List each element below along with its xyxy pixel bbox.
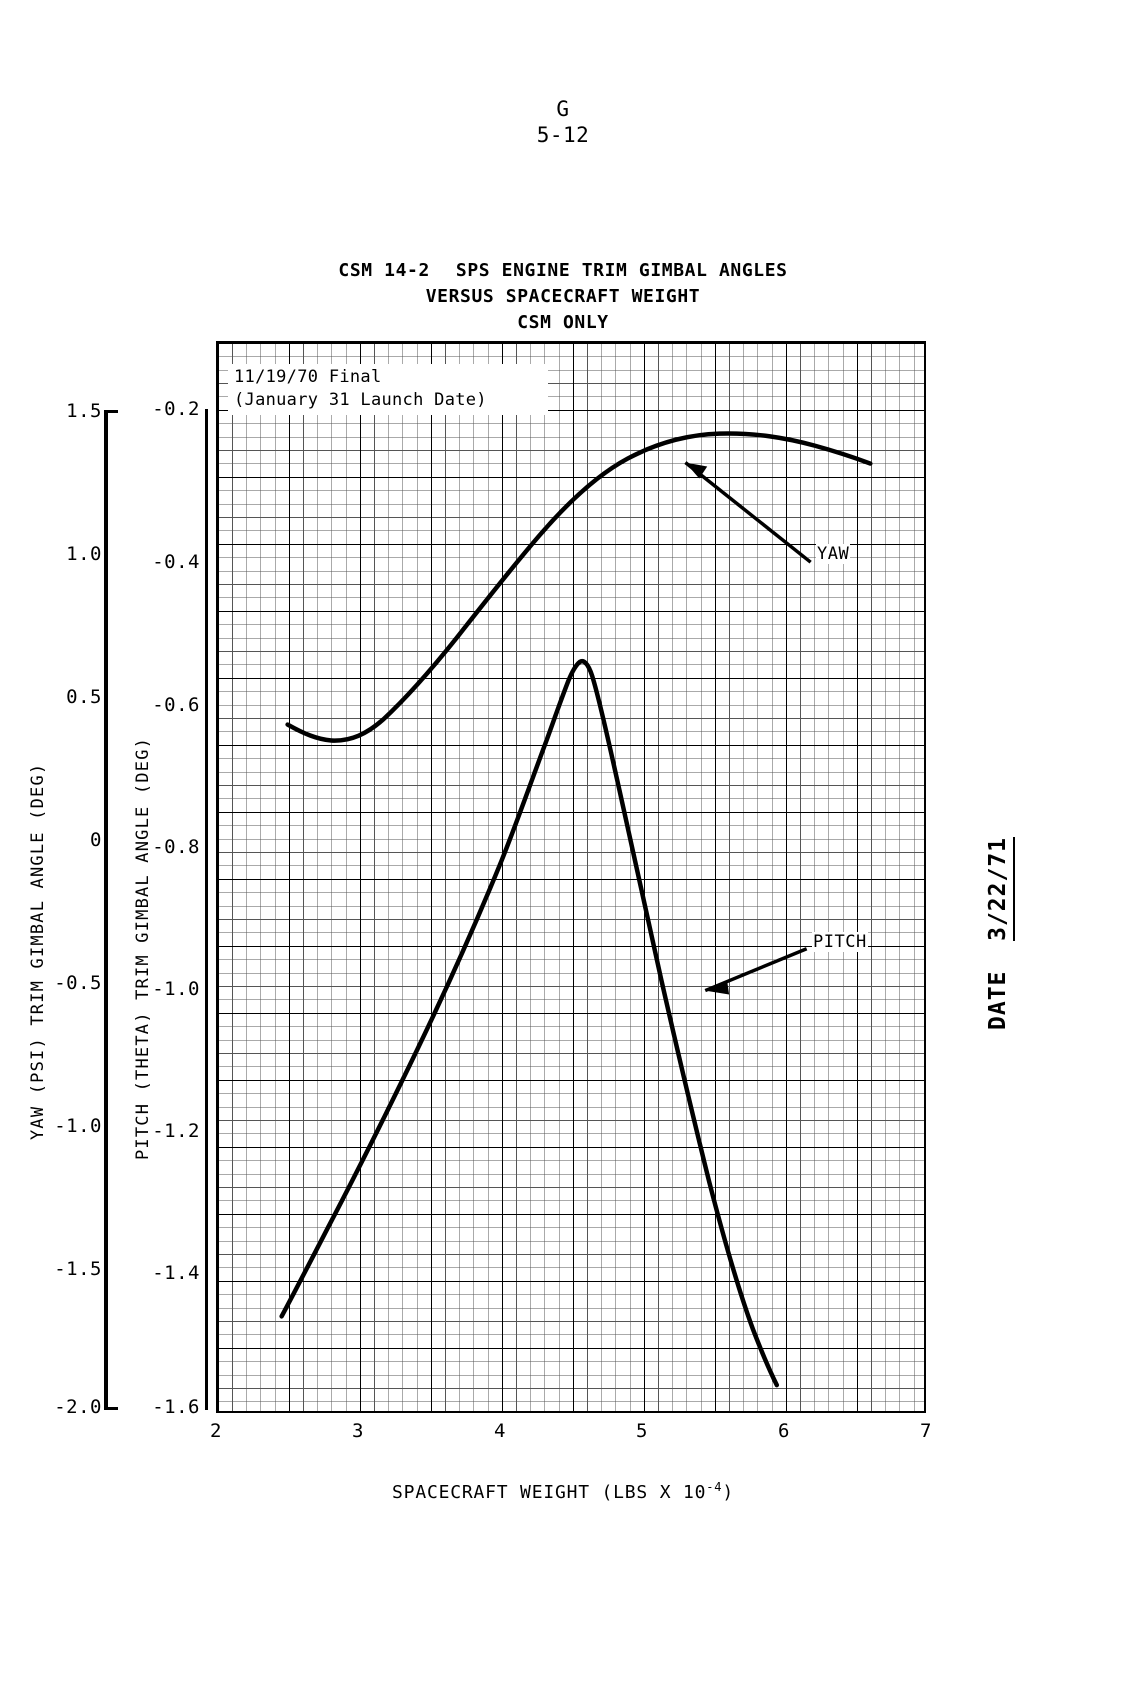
x-tick-label-2: 4 bbox=[494, 1420, 506, 1442]
note-line-1: 11/19/70 Final bbox=[234, 367, 382, 387]
yaw-tick-label-6: -1.5 bbox=[54, 1258, 102, 1280]
x-axis-title-exponent: -4 bbox=[706, 1480, 723, 1494]
pitch-tick-label-5: -1.2 bbox=[152, 1120, 200, 1142]
x-tick-label-4: 6 bbox=[778, 1420, 790, 1442]
pitch-tick-label-2: -0.6 bbox=[152, 694, 200, 716]
yaw-tick-top bbox=[104, 410, 118, 413]
yaw-tick-label-7: -2.0 bbox=[54, 1396, 102, 1418]
annotation-leaders bbox=[218, 343, 924, 1411]
pitch-tick-label-7: -1.6 bbox=[152, 1396, 200, 1418]
page-header-letter: G bbox=[556, 97, 570, 121]
x-tick-label-3: 5 bbox=[636, 1420, 648, 1442]
page-number: 5-12 bbox=[536, 123, 590, 148]
chart-title-code: CSM 14-2 bbox=[338, 260, 430, 281]
x-axis-title-prefix: SPACECRAFT WEIGHT (LBS X 10 bbox=[392, 1482, 707, 1503]
pitch-tick-label-4: -1.0 bbox=[152, 978, 200, 1000]
annotation-note-box bbox=[228, 364, 548, 415]
chart-title-line1: SPS ENGINE TRIM GIMBAL ANGLES bbox=[455, 260, 788, 281]
yaw-axis-line bbox=[104, 410, 108, 1410]
pitch-tick-label-6: -1.4 bbox=[152, 1262, 200, 1284]
date-value: 3/22/71 bbox=[985, 837, 1015, 941]
pitch-tick-label-3: -0.8 bbox=[152, 836, 200, 858]
chart-title bbox=[0, 258, 1126, 336]
yaw-tick-bottom bbox=[104, 1407, 118, 1410]
chart-title-line2: VERSUS SPACECRAFT WEIGHT bbox=[425, 286, 701, 308]
label-pitch: PITCH bbox=[813, 932, 867, 952]
chart-title-line3: CSM ONLY bbox=[517, 312, 609, 334]
x-axis-title-suffix: ) bbox=[722, 1482, 734, 1503]
pitch-axis-title: PITCH (THETA) TRIM GIMBAL ANGLE (DEG) bbox=[133, 736, 153, 1160]
yaw-leader-line bbox=[685, 463, 810, 563]
pitch-tick-label-1: -0.4 bbox=[152, 551, 200, 573]
date-stamp bbox=[985, 837, 1011, 1030]
note-line-2: (January 31 Launch Date) bbox=[234, 389, 487, 410]
x-axis-title bbox=[0, 1480, 1126, 1503]
x-tick-label-0: 2 bbox=[210, 1420, 222, 1442]
yaw-tick-label-0: 1.5 bbox=[66, 400, 102, 422]
x-tick-label-5: 7 bbox=[920, 1420, 932, 1442]
page-header bbox=[0, 96, 1126, 149]
yaw-tick-label-4: -0.5 bbox=[54, 972, 102, 994]
plot-area bbox=[216, 341, 926, 1413]
yaw-axis-title: YAW (PSI) TRIM GIMBAL ANGLE (DEG) bbox=[28, 762, 48, 1140]
pitch-axis-line bbox=[205, 409, 208, 1410]
pitch-tick-label-0: -0.2 bbox=[152, 398, 200, 420]
x-tick-label-1: 3 bbox=[352, 1420, 364, 1442]
date-label: DATE bbox=[985, 970, 1011, 1030]
label-yaw: YAW bbox=[817, 544, 850, 564]
yaw-tick-label-3: 0 bbox=[90, 829, 102, 851]
yaw-tick-label-2: 0.5 bbox=[66, 686, 102, 708]
yaw-tick-label-1: 1.0 bbox=[66, 543, 102, 565]
yaw-tick-label-5: -1.0 bbox=[54, 1115, 102, 1137]
